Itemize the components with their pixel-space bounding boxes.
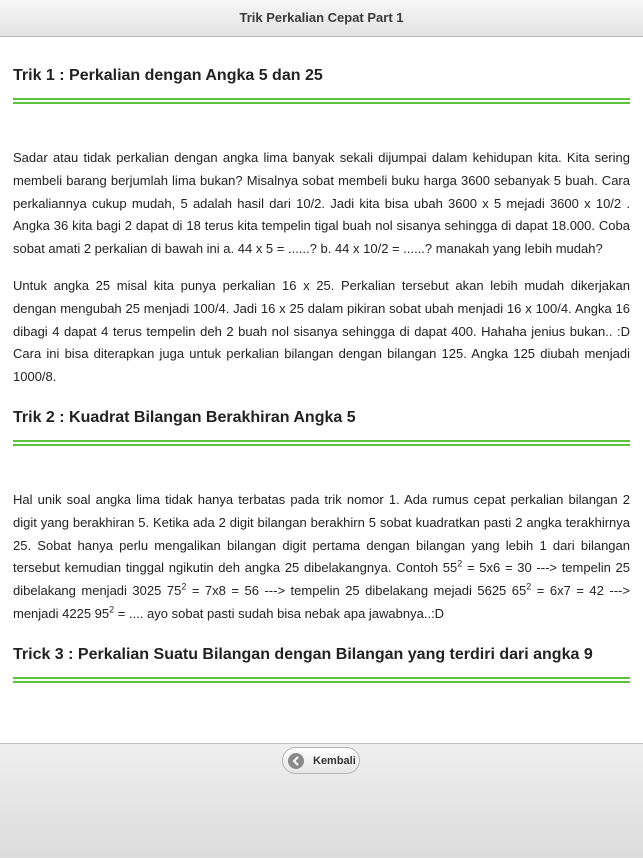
paragraph: Untuk angka 25 misal kita punya perkalian 16 x 25. Perkalian tersebut akan lebih mudah dikerjakan dengan mengubah 25 menjadi 100/4. Jadi 16 x 25 dalam pikiran sobat ubah menjadi 16 x 100/4. Angka 16 dibagi 4 dapat 4 terus tempelin deh 2 buah nol sisanya sehingga di dapat 400. Hahaha jenius bukan.. :D Cara ini bisa diterapkan juga untuk perkalian bilangan dengan bilangan 125. Angka 125 diubah menjadi 1000/8. bbox=[13, 277, 630, 385]
paragraph-text: = 5x6 = 30 ---> tempelin 25 dibelakang menjadi 3025 75 bbox=[13, 560, 631, 599]
back-button-label: Kembali bbox=[313, 754, 356, 767]
back-button[interactable] bbox=[282, 747, 360, 774]
exponent: 2 bbox=[109, 604, 115, 615]
section-trik-2 bbox=[13, 409, 630, 626]
exponent: 2 bbox=[457, 559, 463, 570]
green-divider bbox=[13, 677, 630, 683]
paragraph-text: = .... ayo sobat pasti sudah bisa nebak apa jawabnya..:D bbox=[114, 605, 445, 621]
paragraph-text: = 7x8 = 56 ---> tempelin 25 dibelakang mejadi 5625 65 bbox=[186, 583, 527, 599]
green-divider bbox=[13, 440, 630, 446]
green-divider bbox=[13, 98, 630, 104]
article-content bbox=[13, 37, 630, 683]
title-bar bbox=[0, 0, 643, 37]
paragraph-text: = 6x7 = 42 ---> menjadi 4225 95 bbox=[13, 583, 630, 621]
chevron-left-icon bbox=[288, 753, 304, 769]
exponent: 2 bbox=[526, 581, 532, 592]
section-trik-1 bbox=[13, 67, 630, 389]
page-title: Trik Perkalian Cepat Part 1 bbox=[239, 10, 404, 25]
paragraph: Sadar atau tidak perkalian dengan angka lima banyak sekali dijumpai dalam kehidupan kita. Kita sering membeli barang berjumlah lima bukan? Misalnya sobat membeli buku harga 3600 sebanyak 5 buah. Cara perkaliannya cukup mudah, 5 adalah hasil dari 10/2. Jadi kita bisa ubah 3600 x 5 mejadi 3600 x 10/2 . Angka 36 kita bagi 2 dapat di 18 terus kita tempelin tigal buah nol sisanya sehingga di dapat 18.000. Coba sobat amati 2 perkalian di bawah ini a. 44 x 5 = ......? b. 44 x 10/2 = ......? manakah yang lebih mudah? bbox=[13, 150, 630, 257]
paragraph bbox=[13, 489, 630, 626]
bottom-toolbar bbox=[0, 743, 643, 858]
section-trick-3 bbox=[13, 646, 630, 683]
section-heading: Trik 2 : Kuadrat Bilangan Berakhiran Angka 5 bbox=[13, 408, 356, 426]
section-heading: Trik 1 : Perkalian dengan Angka 5 dan 25 bbox=[13, 67, 323, 84]
section-heading: Trick 3 : Perkalian Suatu Bilangan dengan Bilangan yang terdiri dari angka 9 bbox=[13, 645, 593, 663]
exponent: 2 bbox=[181, 581, 187, 592]
paragraph-text: Hal unik soal angka lima tidak hanya terbatas pada trik nomor 1. Ada rumus cepat perkalian bilangan 2 digit yang berakhiran 5. Ketika ada 2 digit bilangan berakhirn 5 sobat kuadratkan pasti 2 angka terakhirnya 25. Sobat hanya perlu mengalikan bilangan digit pertama dengan bilangan yang lebih 1 dari bilangan tersebut kemudian tinggal ngikutin deh angka 25 dibelakangnya. Contoh 55 bbox=[13, 491, 630, 576]
